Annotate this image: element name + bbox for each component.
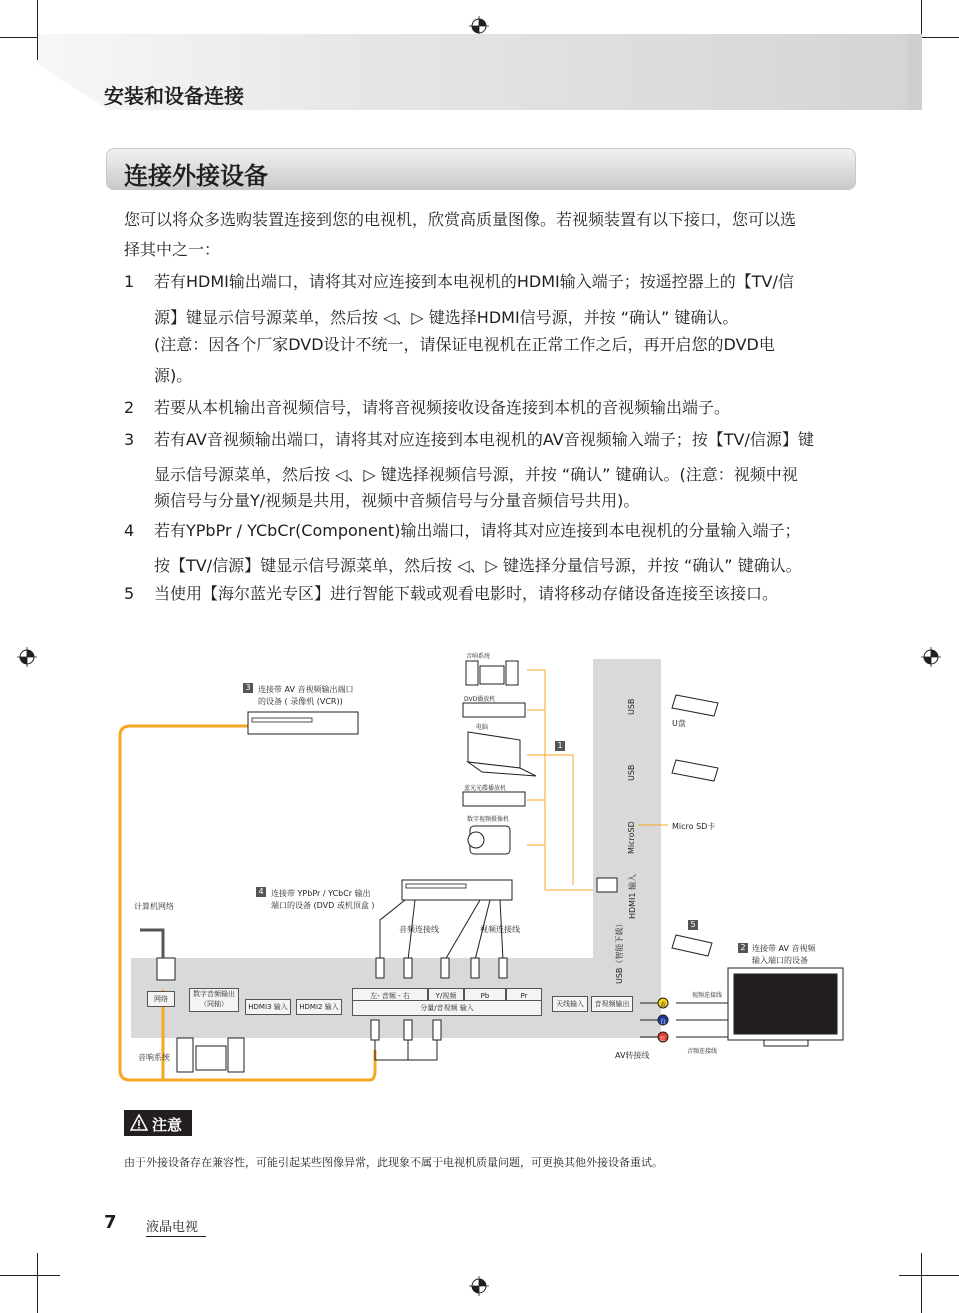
camcorder-label: 数字视频摄像机	[467, 816, 510, 823]
item-number: 2	[124, 398, 135, 417]
intro-line: 择其中之一：	[124, 240, 221, 259]
yellow-plug-label: 黄	[660, 1002, 667, 1009]
item-text: 若有YPbPr / YCbCr(Component)输出端口，请将其对应连接到本电视机的分量输入端子；	[154, 521, 801, 540]
notice-badge	[124, 1110, 192, 1136]
callout-badge: 2	[738, 943, 748, 953]
digital-audio-label: 数字音频输出	[193, 990, 235, 998]
crop-mark	[37, 0, 38, 60]
hdmi-plug	[597, 878, 617, 892]
callout-badge: 4	[256, 887, 266, 897]
audio-cable-label: 音频连接线	[399, 925, 439, 934]
ypbpr-label: 连接带 YPbPr / YCbCr 输出	[271, 889, 371, 898]
tv-set-icon	[728, 968, 843, 1046]
item-text: (注意：因各个厂家DVD设计不统一，请保证电视机在正常工作之后，再开启您的DVD电	[154, 335, 775, 354]
network-plug-icon	[157, 958, 175, 980]
hdmi3-port: HDMI3 输入	[245, 999, 291, 1015]
bluray-label: 蓝光光碟播放机	[464, 785, 507, 792]
vcr-icon	[248, 712, 358, 734]
rca-plug	[404, 1020, 412, 1040]
antenna-port: 天线输入	[552, 996, 588, 1012]
usb-smart-download-port: USB（智能下载）	[615, 919, 624, 984]
intro-line: 您可以将众多选购装置连接到您的电视机，欣赏高质量图像。若视频装置有以下接口，您可以选	[124, 210, 797, 229]
av-device-label: 连接带 AV 音视频	[752, 944, 816, 953]
laptop-icon	[468, 732, 536, 776]
item-text: 若要从本机输出音视频信号，请将音视频接收设备连接到本机的音视频输出端子。	[154, 398, 731, 417]
hdmi2-port: HDMI2 输入	[296, 999, 342, 1015]
component-y-port: Y/视频	[428, 988, 464, 1004]
item-number: 3	[124, 430, 135, 449]
video-cable-small-label: 视频连接线	[692, 992, 723, 999]
component-audio-port: 左- 音频 - 右	[352, 988, 428, 1004]
hdmi1-port: HDMI1 输入	[628, 873, 637, 919]
item-number: 1	[124, 272, 135, 291]
rca-plug	[371, 1020, 379, 1040]
usb-port-2: USB	[627, 764, 636, 781]
component-pb-port: Pb	[464, 988, 506, 1004]
audio-system-label: 音响系统	[466, 653, 491, 660]
page-number: 7	[104, 1212, 117, 1233]
item-number: 4	[124, 521, 135, 540]
micro-sd-label: Micro SD卡	[672, 822, 716, 831]
page-label: 液晶电视	[146, 1220, 199, 1235]
notice-text: 由于外接设备存在兼容性，可能引起某些图像异常，此现象不属于电视机质量问题，可更换其他外接设备重试。	[124, 1156, 663, 1169]
item-number: 5	[124, 584, 135, 603]
usb-disk-label: U盘	[672, 719, 686, 728]
registration-mark-icon	[469, 1276, 489, 1296]
video-cable-label: 视频连接线	[480, 925, 520, 934]
item-text: 源】键显示信号源菜单，然后按 ◁、▷ 键选择HDMI信号源，并按 “确认” 键确认。	[154, 308, 739, 327]
audio-system-bottom-label: 音响系统	[138, 1053, 170, 1062]
component-input-label: 分量/音视频 输入	[352, 1000, 542, 1016]
rca-plug	[404, 958, 412, 978]
item-text: 当使用【海尔蓝光专区】进行智能下载或观看电影时，请将移动存储设备连接至该接口。	[154, 584, 779, 603]
digital-audio-label: （同轴）	[200, 1000, 228, 1008]
vcr-label: 连接带 AV 音视频输出端口	[258, 685, 354, 694]
audio-system-top-icon	[466, 661, 518, 685]
rca-plug	[441, 958, 449, 978]
item-text: 频信号与分量Y/视频是共用，视频中音频信号与分量音频信号共用)。	[154, 491, 640, 510]
rca-plug	[499, 958, 507, 978]
crop-mark	[921, 1253, 922, 1313]
white-plug-label: 白	[660, 1019, 667, 1026]
dvd-player-icon	[463, 703, 525, 717]
av-adapter-label: AV转接线	[615, 1051, 650, 1060]
item-text: 按【TV/信源】键显示信号源菜单，然后按 ◁、▷ 键选择分量信号源，并按 “确认” 键确认。	[154, 556, 802, 575]
network-label: 计算机网络	[134, 902, 174, 911]
notice-title: 注意	[152, 1116, 183, 1134]
ypbpr-device-icon	[402, 880, 512, 900]
callout-badge: 1	[555, 741, 565, 751]
lan-port: 网络	[147, 991, 175, 1007]
item-text: 源)。	[154, 366, 193, 385]
callout-badge: 3	[243, 683, 253, 693]
ypbpr-label: 端口的设备 (DVD 或机顶盒 )	[271, 901, 375, 910]
digital-audio-port	[189, 988, 239, 1012]
connection-diagram	[0, 640, 959, 1090]
crop-mark	[0, 1275, 60, 1276]
item-text: 若有AV音视频输出端口，请将其对应连接到本电视机的AV音视频输入端子；按【TV/信源】键	[154, 430, 814, 449]
av-out-port: 音视频输出	[591, 996, 633, 1012]
item-text: 显示信号源菜单，然后按 ◁、▷ 键选择视频信号源，并按 “确认” 键确认。(注意：视频中视	[154, 465, 798, 484]
component-pr-port: Pr	[506, 988, 542, 1004]
usb-port-1: USB	[627, 698, 636, 715]
camcorder-icon	[468, 826, 510, 854]
chapter-title: 安装和设备连接	[104, 84, 244, 108]
audio-system-bottom-icon	[177, 1038, 244, 1072]
red-plug-label: 红	[660, 1036, 667, 1043]
pc-label: 电脑	[476, 724, 489, 731]
bluray-player-icon	[463, 792, 525, 806]
audio-cable-small-label: 音频连接线	[687, 1048, 718, 1055]
rca-plug	[376, 958, 384, 978]
vcr-label: 的设备 ( 录像机 (VCR))	[258, 697, 343, 706]
rca-plug	[433, 1020, 441, 1040]
item-text: 若有HDMI输出端口，请将其对应连接到本电视机的HDMI输入端子；按遥控器上的【TV/信	[154, 272, 794, 291]
callout-badge: 5	[688, 920, 698, 930]
av-device-label: 输入端口的设备	[752, 956, 808, 965]
dvd-player-label: DVD播放机	[464, 696, 496, 703]
crop-mark	[899, 1275, 959, 1276]
footer-rule	[146, 1236, 206, 1237]
crop-mark	[37, 1253, 38, 1313]
rca-plug	[471, 958, 479, 978]
warning-icon	[130, 1114, 148, 1132]
registration-mark-icon	[469, 16, 489, 36]
section-title: 连接外接设备	[124, 162, 268, 190]
microsd-port: MicroSD	[627, 821, 636, 854]
